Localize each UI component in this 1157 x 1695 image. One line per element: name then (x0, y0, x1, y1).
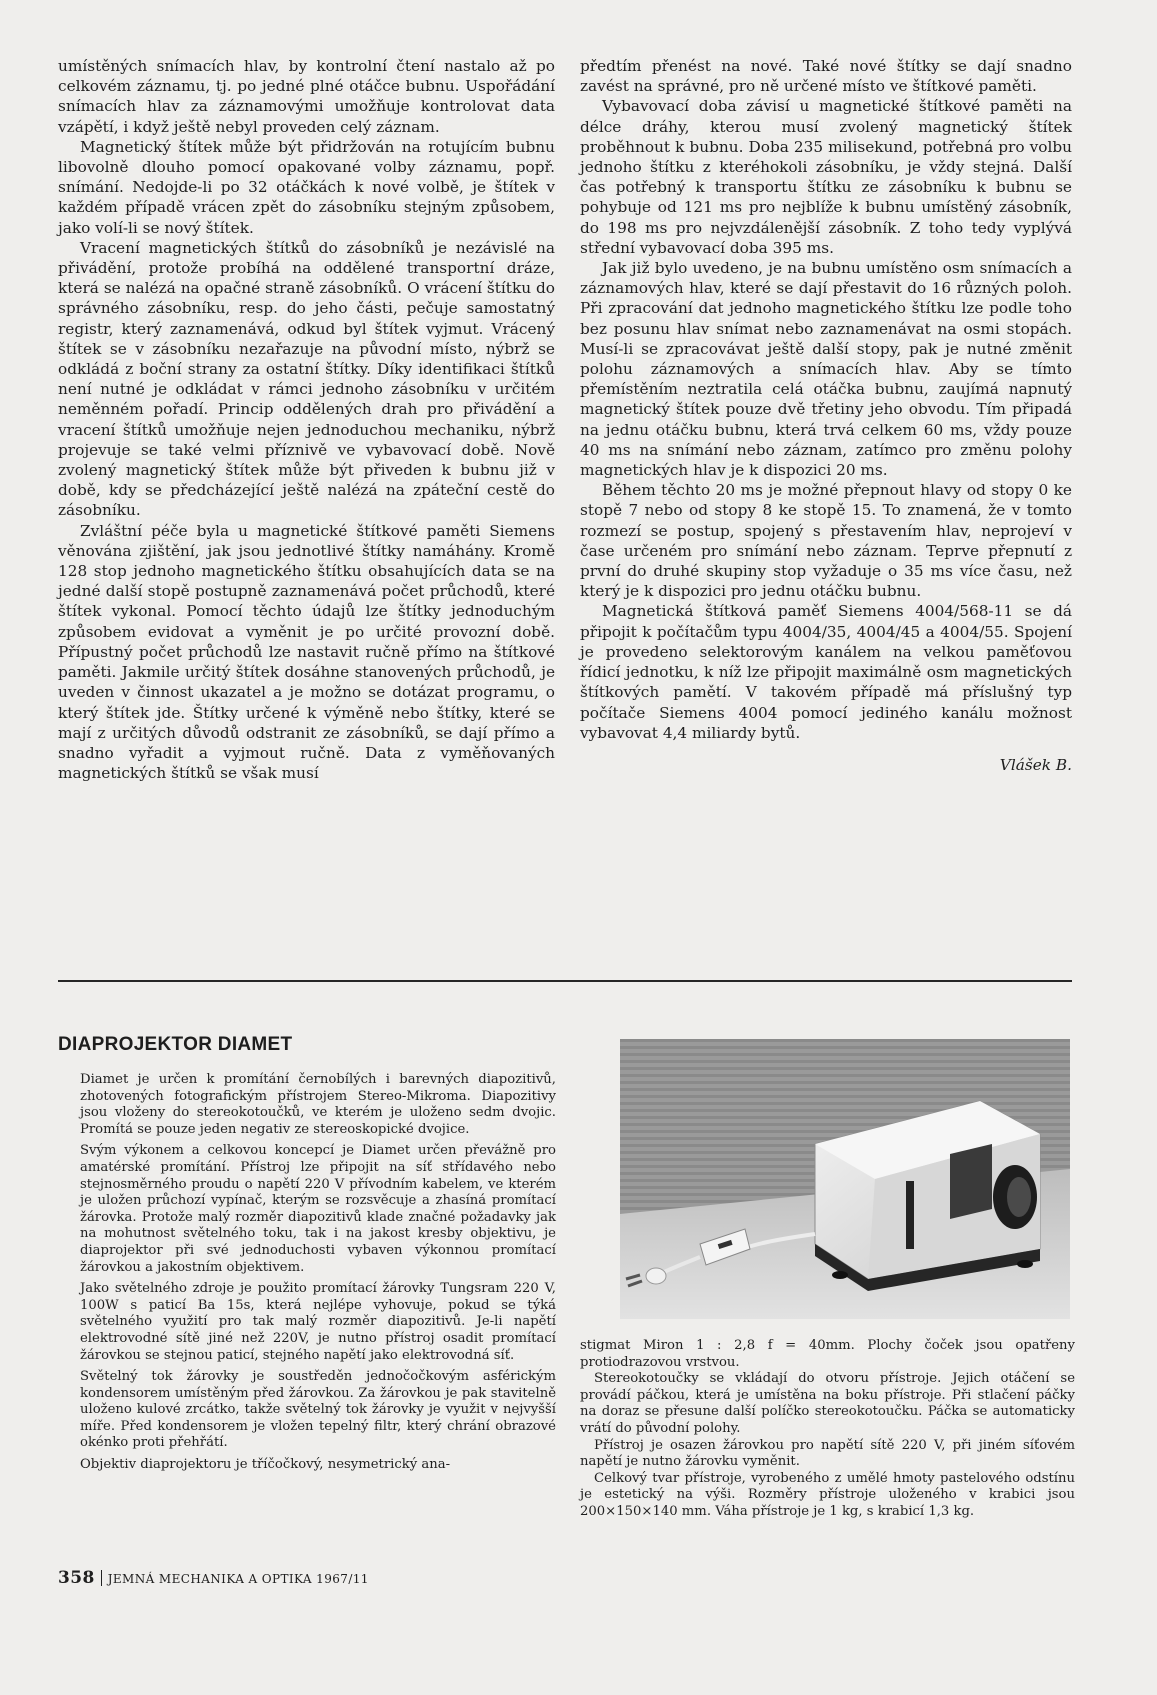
author-signature: Vlášek B. (999, 755, 1072, 774)
page-footer (58, 1568, 369, 1588)
paragraph: Světelný tok žárovky je soustředěn jednočočkovým asférickým kondensorem umístěným před žárovkou. Za žárovkou je pak stavitelně uloženo kulové zrcátko, takže světelný tok žárovky je využit v nejvyšší míře. Před kondensorem je vložen tepelný filtr, který chrání obrazové okénko proti přehřátí. (80, 1369, 556, 1451)
paragraph: Svým výkonem a celkovou koncepcí je Diamet určen převážně pro amatérské promítání. Přístroj lze připojit na síť střídavého nebo stejnosměrného proudu o napětí 220 V přívodním kabelem, ve kterém je uložen průchozí vypínač, kterým se rozsvěcuje a zhasíná promítací žárovka. Protože malý rozměr diapozitivů klade značné požadavky jak na mohutnost světelného toku, tak i na jakost kresby objektivu, je diaprojektor při své jednoduchosti vybaven výkonnou promítací žárovkou a jakostním objektivem. (80, 1143, 556, 1275)
paragraph: stigmat Miron 1 : 2,8 f = 40mm. Plochy čoček jsou opatřeny protiodrazovou vrstvou. (580, 1338, 1075, 1370)
paragraph: Vracení magnetických štítků do zásobníků je nezávislé na přivádění, protože probíhá na oddělené transportní dráze, která se nalézá na opačné straně zásobníků. O vrácení štítku do správného zásobníku, resp. do jeho části, pečuje samostatný registr, který zaznamenává, odkud byl štítek vyjmut. Vrácený štítek se v zásobníku nezařazuje na původní místo, nýbrž se odkládá z boční strany za ostatní štítky. Díky identifikaci štítků není nutné je odkládat v rámci jednoho zásobníku v určitém neměnném pořadí. Princip oddělených drah pro přivádění a vracení štítků umožňuje nejen jednoduchou mechaniku, nýbrž projevuje se také velmi příznivě ve vybavovací době. Nově zvolený magnetický štítek může být přiveden k bubnu již v době, kdy se předcházející ještě nalézá na zpáteční cestě do zásobníku. (58, 238, 555, 520)
paragraph: Diamet je určen k promítání černobílých i barevných diapozitivů, zhotovených fotografickým přístrojem Stereo-Mikroma. Diapozitivy jsou vloženy do stereokotoučků, ve kterém je uloženo sedm dvojic. Promítá se pouze jeden negativ ze stereoskopické dvojice. (80, 1072, 556, 1137)
paragraph: Magnetický štítek může být přidržován na rotujícím bubnu libovolně dlouho pomocí opakované volby záznamu, popř. snímání. Nedojde-li po 32 otáčkách k nové volbě, je štítek v každém případě vrácen zpět do zásobníku stejným způsobem, jako volí-li se nový štítek. (58, 137, 555, 237)
section-divider (58, 980, 1072, 982)
paragraph: předtím přenést na nové. Také nové štítky se dají snadno zavést na správné, pro ně určené místo ve štítkové paměti. (580, 57, 1072, 96)
footer-divider (101, 1570, 102, 1586)
page-number: 358 (58, 1568, 95, 1588)
paragraph: Stereokotoučky se vkládají do otvoru přístroje. Jejich otáčení se provádí páčkou, která je umístěna na boku přístroje. Při stlačení páčky na doraz se přesune další políčko stereokotoučku. Páčka se automaticky vrátí do původní polohy. (580, 1371, 1075, 1436)
paragraph: Během těchto 20 ms je možné přepnout hlavy od stopy 0 ke stopě 7 nebo od stopy 8 ke stopě 15. To znamená, že v tomto rozmezí se postup, spojený s přestavením hlav, neprojeví v čase určeném pro snímání nebo záznam. Teprve přepnutí z první do druhé skupiny stop vyžaduje o 35 ms více času, než který je k dispozici pro jednu otáčku bubnu. (580, 481, 1072, 601)
paragraph: Celkový tvar přístroje, vyrobeného z umělé hmoty pastelového odstínu je estetický na výši. Rozměry přístroje uloženého v krabici jsou 200×150×140 mm. Váha přístroje je 1 kg, s krabicí 1,3 kg. (580, 1470, 1075, 1519)
top-article-left-column (58, 56, 555, 783)
diaprojektor-right-column (580, 1338, 1075, 1521)
paragraph: Jako světelného zdroje je použito promítací žárovky Tungsram 220 V, 100W s paticí Ba 15s, která nejlépe vyhovuje, pokud se týká světelného využití pro tak malý rozměr diapozitivů. Je-li napětí elektrovodné sítě jiné než 220V, je nutno přístroj osadit promítací žárovkou se stejnou paticí, stejného napětí jako elektrovodná síť. (80, 1281, 556, 1363)
projector-illustration (620, 1039, 1070, 1319)
paragraph: Jak již bylo uvedeno, je na bubnu umístěno osm snímacích a záznamových hlav, které se dají přestavit do 16 různých poloh. Při zpracování dat jednoho magnetického štítku lze podle toho bez posunu hlav snímat nebo zaznamenávat na osmi stopách. Musí-li se zpracovávat ještě další stopy, pak je nutné změnit polohu záznamových a snímacích hlav. Aby se tímto přemístěním neztratila celá otáčka bubnu, zaujímá napnutý magnetický štítek pouze dvě třetiny jeho obvodu. Tím připadá na jednu otáčku bubnu, která trvá celkem 60 ms, vždy pouze 40 ms na snímání nebo záznam, zatímco pro změnu polohy magnetických hlav je k dispozici 20 ms. (580, 259, 1072, 480)
paragraph: umístěných snímacích hlav, by kontrolní čtení nastalo až po celkovém záznamu, tj. po jedné plné otáčce bubnu. Uspořádání snímacích hlav za záznamovými umožňuje kontrolovat data vzápětí, i když ještě nebyl proveden celý záznam. (58, 57, 555, 136)
journal-name: JEMNÁ MECHANIKA A OPTIKA 1967/11 (107, 1572, 369, 1586)
paragraph: Přístroj je osazen žárovkou pro napětí sítě 220 V, při jiném síťovém napětí je nutno žárovku vyměnit. (580, 1437, 1075, 1470)
paragraph: Objektiv diaprojektoru je tříčočkový, nesymetrický ana- (80, 1457, 451, 1473)
slide-projector-photo (620, 1039, 1070, 1319)
paragraph: Vybavovací doba závisí u magnetické štítkové paměti na délce dráhy, kterou musí zvolený magnetický štítek proběhnout k bubnu. Doba 235 milisekund, potřebná pro volbu jednoho štítku z kteréhokoli zásobníku, je vždy stejná. Další čas potřebný k transportu štítku ze zásobníku k bubnu se pohybuje od 121 ms pro nejblíže k bubnu umístěný zásobník, do 198 ms pro nejvzdálenější zásobník. Z toho tedy vyplývá střední vybavovací doba 395 ms. (580, 97, 1072, 257)
top-article-right-column (580, 56, 1072, 775)
paragraph: Magnetická štítková paměť Siemens 4004/568-11 se dá připojit k počítačům typu 4004/35, 4004/45 a 4004/55. Spojení je provedeno selektorovým kanálem na velkou paměťovou řídicí jednotku, k níž lze připojit maximálně osm magnetických štítkových pamětí. V takovém případě má příslušný typ počítače Siemens 4004 pomocí jediného kanálu možnost vybavovat 4,4 miliardy bytů. (580, 602, 1072, 742)
paragraph: Zvláštní péče byla u magnetické štítkové paměti Siemens věnována zjištění, jak jsou jednotlivé štítky namáhány. Kromě 128 stop jednoho magnetického štítku obsahujících data se na jedné další stopě postupně zaznamenává počet průchodů, které štítek vykonal. Pomocí těchto údajů lze štítky jednoduchým způsobem evidovat a vyměnit je po určité provozní době. Přípustný počet průchodů lze nastavit ručně přímo na štítkové paměti. Jakmile určitý štítek dosáhne stanovených průchodů, je uveden v činnost ukazatel a je možno se dotázat programu, o který štítek jde. Štítky určené k výměně nebo štítky, které se mají z určitých důvodů odstranit ze zásobníků, se dají přímo a snadno vyřadit a vyjmout ručně. Data z vyměňovaných magnetických štítků se však musí (58, 521, 555, 783)
article-title: DIAPROJEKTOR DIAMET (58, 1034, 293, 1055)
diaprojektor-left-column (80, 1072, 556, 1479)
